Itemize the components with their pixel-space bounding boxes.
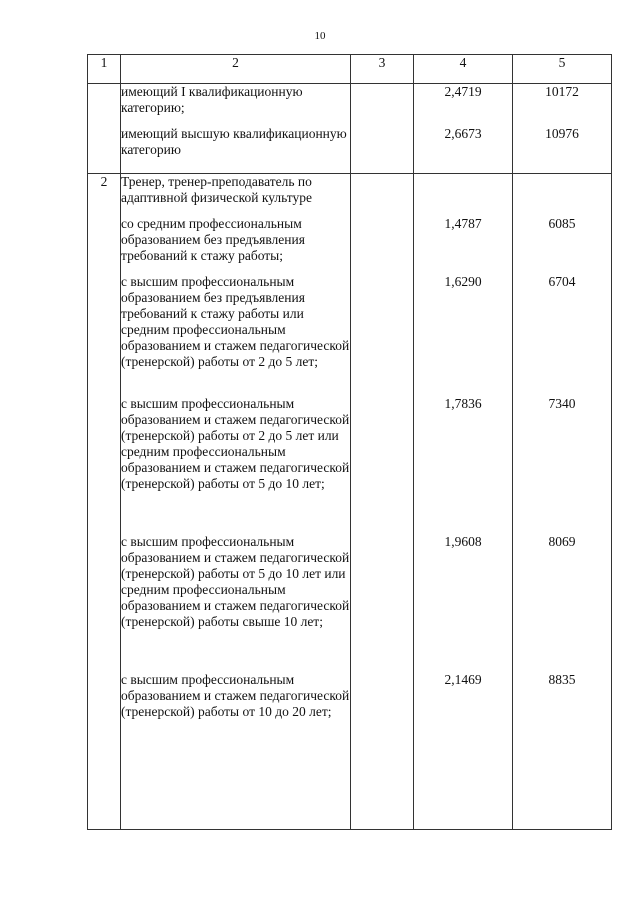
coefficient-value: 1,7836 [444,396,482,411]
coefficient-value: 1,6290 [444,274,482,289]
table-row [88,84,612,174]
coefficient-cell [414,174,513,830]
qualification-entry: имеющий I квалификационную категорию; [121,84,303,115]
empty-cell [351,84,414,174]
salary-value: 8835 [548,672,576,687]
column-header: 2 [121,55,351,84]
qualification-entry: с высшим профессиональным образованием и стажем педагогической (тренерской) работы от 10 до 20 лет; [121,672,350,719]
qualification-entry: со средним профессиональным образованием без предъявления требований к стажу работы; [121,216,305,263]
coefficient-value: 2,4719 [444,84,482,99]
coefficient-value: 1,4787 [444,216,482,231]
page-number: 10 [314,30,326,42]
table-header-row [88,55,612,84]
row-number [88,84,121,174]
empty-cell [351,174,414,830]
salary-value: 7340 [548,396,576,411]
salary-value: 10976 [545,126,579,141]
salary-value: 6085 [548,216,576,231]
column-header: 4 [414,55,513,84]
coefficient-value: 2,6673 [444,126,482,141]
salary-cell [513,84,612,174]
coefficient-value: 2,1469 [444,672,482,687]
salary-coefficients-table [87,54,612,830]
position-title: Тренер, тренер-преподаватель по адаптивной физической культуре [121,174,312,205]
qualification-entry: с высшим профессиональным образованием без предъявления требований к стажу работы или средним профессиональным образованием и стажем педагогической (тренерской) работы от 2 до 5 лет; [121,274,350,369]
row-number: 2 [88,174,121,830]
qualification-entry: с высшим профессиональным образованием и стажем педагогической (тренерской) работы от 5 до 10 лет или средним профессиональным образованием и стажем педагогической (тренерской) работы свыше 10 лет; [121,534,350,629]
column-header: 1 [88,55,121,84]
coefficient-value: 1,9608 [444,534,482,549]
qualification-entry: с высшим профессиональным образованием и стажем педагогической (тренерской) работы от 2 до 5 лет или средним профессиональным образованием и стажем педагогической (тренерской) работы от 5 до 10 лет; [121,396,350,491]
row-description [121,84,351,174]
row-description [121,174,351,830]
salary-value: 10172 [545,84,579,99]
qualification-entry: имеющий высшую квалификационную категорию [121,126,347,157]
salary-value: 6704 [548,274,576,289]
salary-cell [513,174,612,830]
column-header: 5 [513,55,612,84]
salary-value: 8069 [548,534,576,549]
table-row [88,174,612,830]
column-header: 3 [351,55,414,84]
coefficient-cell [414,84,513,174]
